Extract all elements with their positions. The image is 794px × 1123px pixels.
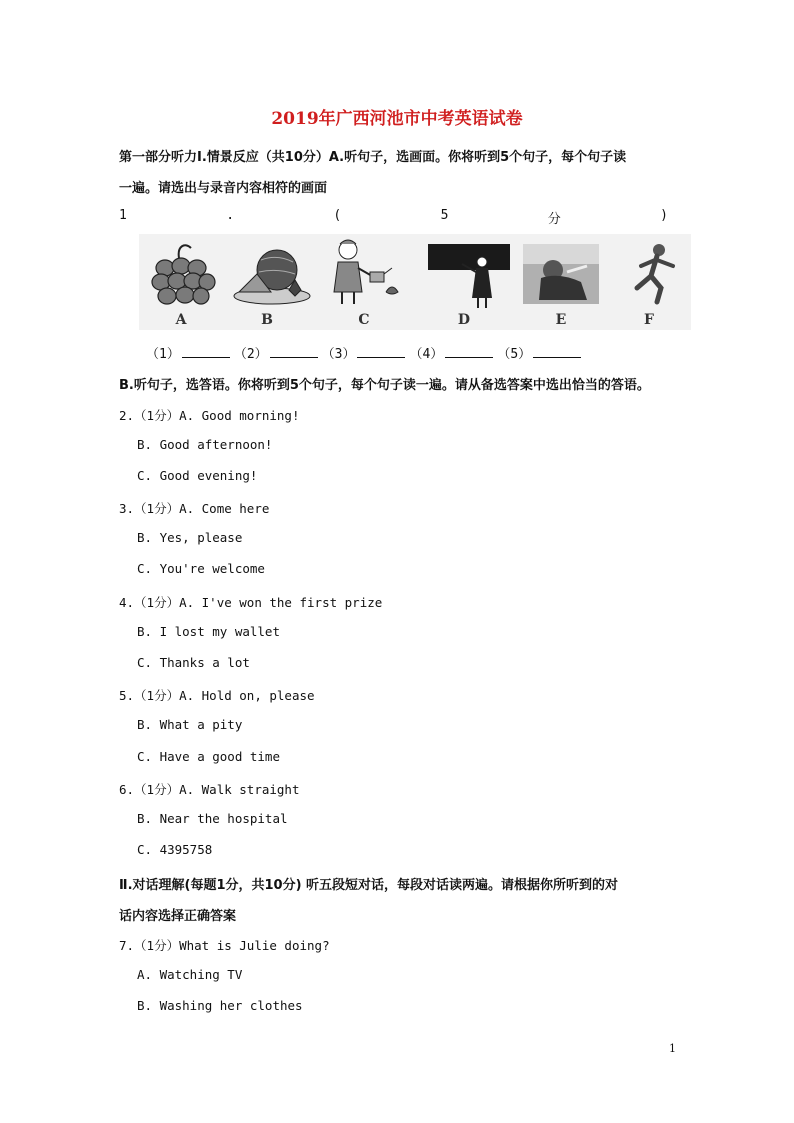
girl-watering-icon bbox=[324, 234, 409, 310]
blank-5[interactable] bbox=[533, 345, 581, 358]
q7-option-a: A. Watching TV bbox=[137, 967, 243, 982]
q1-dot: . bbox=[226, 208, 235, 223]
part2-heading-line1: Ⅱ.对话理解(每题1分，共10分) 听五段短对话，每段对话读两遍。请根据你所听到的对 bbox=[119, 878, 619, 893]
q4-stem: 4.（1分）A. I've won the first prize bbox=[119, 595, 383, 610]
q1-unit: 分 bbox=[547, 212, 561, 227]
q7-option-b: B. Washing her clothes bbox=[137, 998, 303, 1013]
picture-f-label: F bbox=[644, 312, 654, 328]
teacher-blackboard-icon bbox=[424, 234, 514, 310]
q4-option-c: C. Thanks a lot bbox=[137, 655, 250, 670]
q6-option-c: C. 4395758 bbox=[137, 842, 213, 857]
picture-d-label: D bbox=[457, 312, 471, 328]
q5-stem: 5.（1分）A. Hold on, please bbox=[119, 688, 315, 703]
picture-b bbox=[227, 234, 307, 330]
q6-stem: 6.（1分）A. Walk straight bbox=[119, 782, 300, 797]
blank-2[interactable] bbox=[270, 345, 318, 358]
blank-label-3: （3） bbox=[321, 347, 356, 362]
q1-paren-open: ( bbox=[333, 208, 342, 223]
q3-option-b: B. Yes, please bbox=[137, 530, 243, 545]
grapes-icon bbox=[141, 234, 221, 310]
blank-label-2: （2） bbox=[233, 347, 268, 362]
q4-option-b: B. I lost my wallet bbox=[137, 624, 280, 639]
picture-a-label: A bbox=[175, 312, 187, 328]
q2-option-b: B. Good afternoon! bbox=[137, 437, 273, 452]
q2-stem: 2.（1分）A. Good morning! bbox=[119, 408, 300, 423]
part2-heading-line2: 话内容选择正确答案 bbox=[119, 909, 237, 924]
q3-option-c: C. You're welcome bbox=[137, 561, 265, 576]
partB-heading: B.听句子，选答语。你将听到5个句子，每个句子读一遍。请从备选答案中选出恰当的答语。 bbox=[119, 378, 650, 393]
picture-strip bbox=[139, 234, 691, 330]
page-number: 1 bbox=[669, 1042, 676, 1055]
part1-heading-line2: 一遍。请选出与录音内容相符的画面 bbox=[119, 181, 328, 196]
picture-b-label: B bbox=[261, 312, 273, 328]
q2-option-c: C. Good evening! bbox=[137, 468, 258, 483]
q5-option-b: B. What a pity bbox=[137, 717, 243, 732]
picture-c bbox=[324, 234, 404, 330]
q5-option-c: C. Have a good time bbox=[137, 749, 280, 764]
q1-number: 1 bbox=[119, 208, 127, 223]
q7-stem: 7.（1分）What is Julie doing? bbox=[119, 938, 330, 953]
picture-e-label: E bbox=[555, 312, 567, 328]
page-title: 2019年广西河池市中考英语试卷 bbox=[271, 109, 523, 129]
picture-a bbox=[141, 234, 221, 330]
blank-1[interactable] bbox=[182, 345, 230, 358]
girl-photo-icon bbox=[521, 234, 601, 310]
answer-blanks bbox=[146, 343, 585, 362]
q3-stem: 3.（1分）A. Come here bbox=[119, 501, 270, 516]
part1-heading-line1: 第一部分听力Ⅰ.情景反应（共10分）A.听句子，选画面。你将听到5个句子，每个句子读 bbox=[119, 150, 627, 165]
picture-c-label: C bbox=[358, 312, 370, 328]
blank-4[interactable] bbox=[445, 345, 493, 358]
blank-label-5: （5） bbox=[497, 347, 532, 362]
picture-d bbox=[424, 234, 504, 330]
question1-header bbox=[119, 208, 668, 227]
blank-3[interactable] bbox=[357, 345, 405, 358]
q1-paren-close: ) bbox=[660, 208, 668, 223]
running-boy-icon bbox=[609, 234, 689, 310]
picture-f bbox=[609, 234, 689, 330]
blank-label-1: （1） bbox=[146, 347, 180, 362]
picture-e bbox=[521, 234, 601, 330]
q6-option-b: B. Near the hospital bbox=[137, 811, 288, 826]
watermelon-icon bbox=[227, 234, 317, 310]
q1-score: 5 bbox=[440, 208, 449, 223]
blank-label-4: （4） bbox=[409, 347, 444, 362]
